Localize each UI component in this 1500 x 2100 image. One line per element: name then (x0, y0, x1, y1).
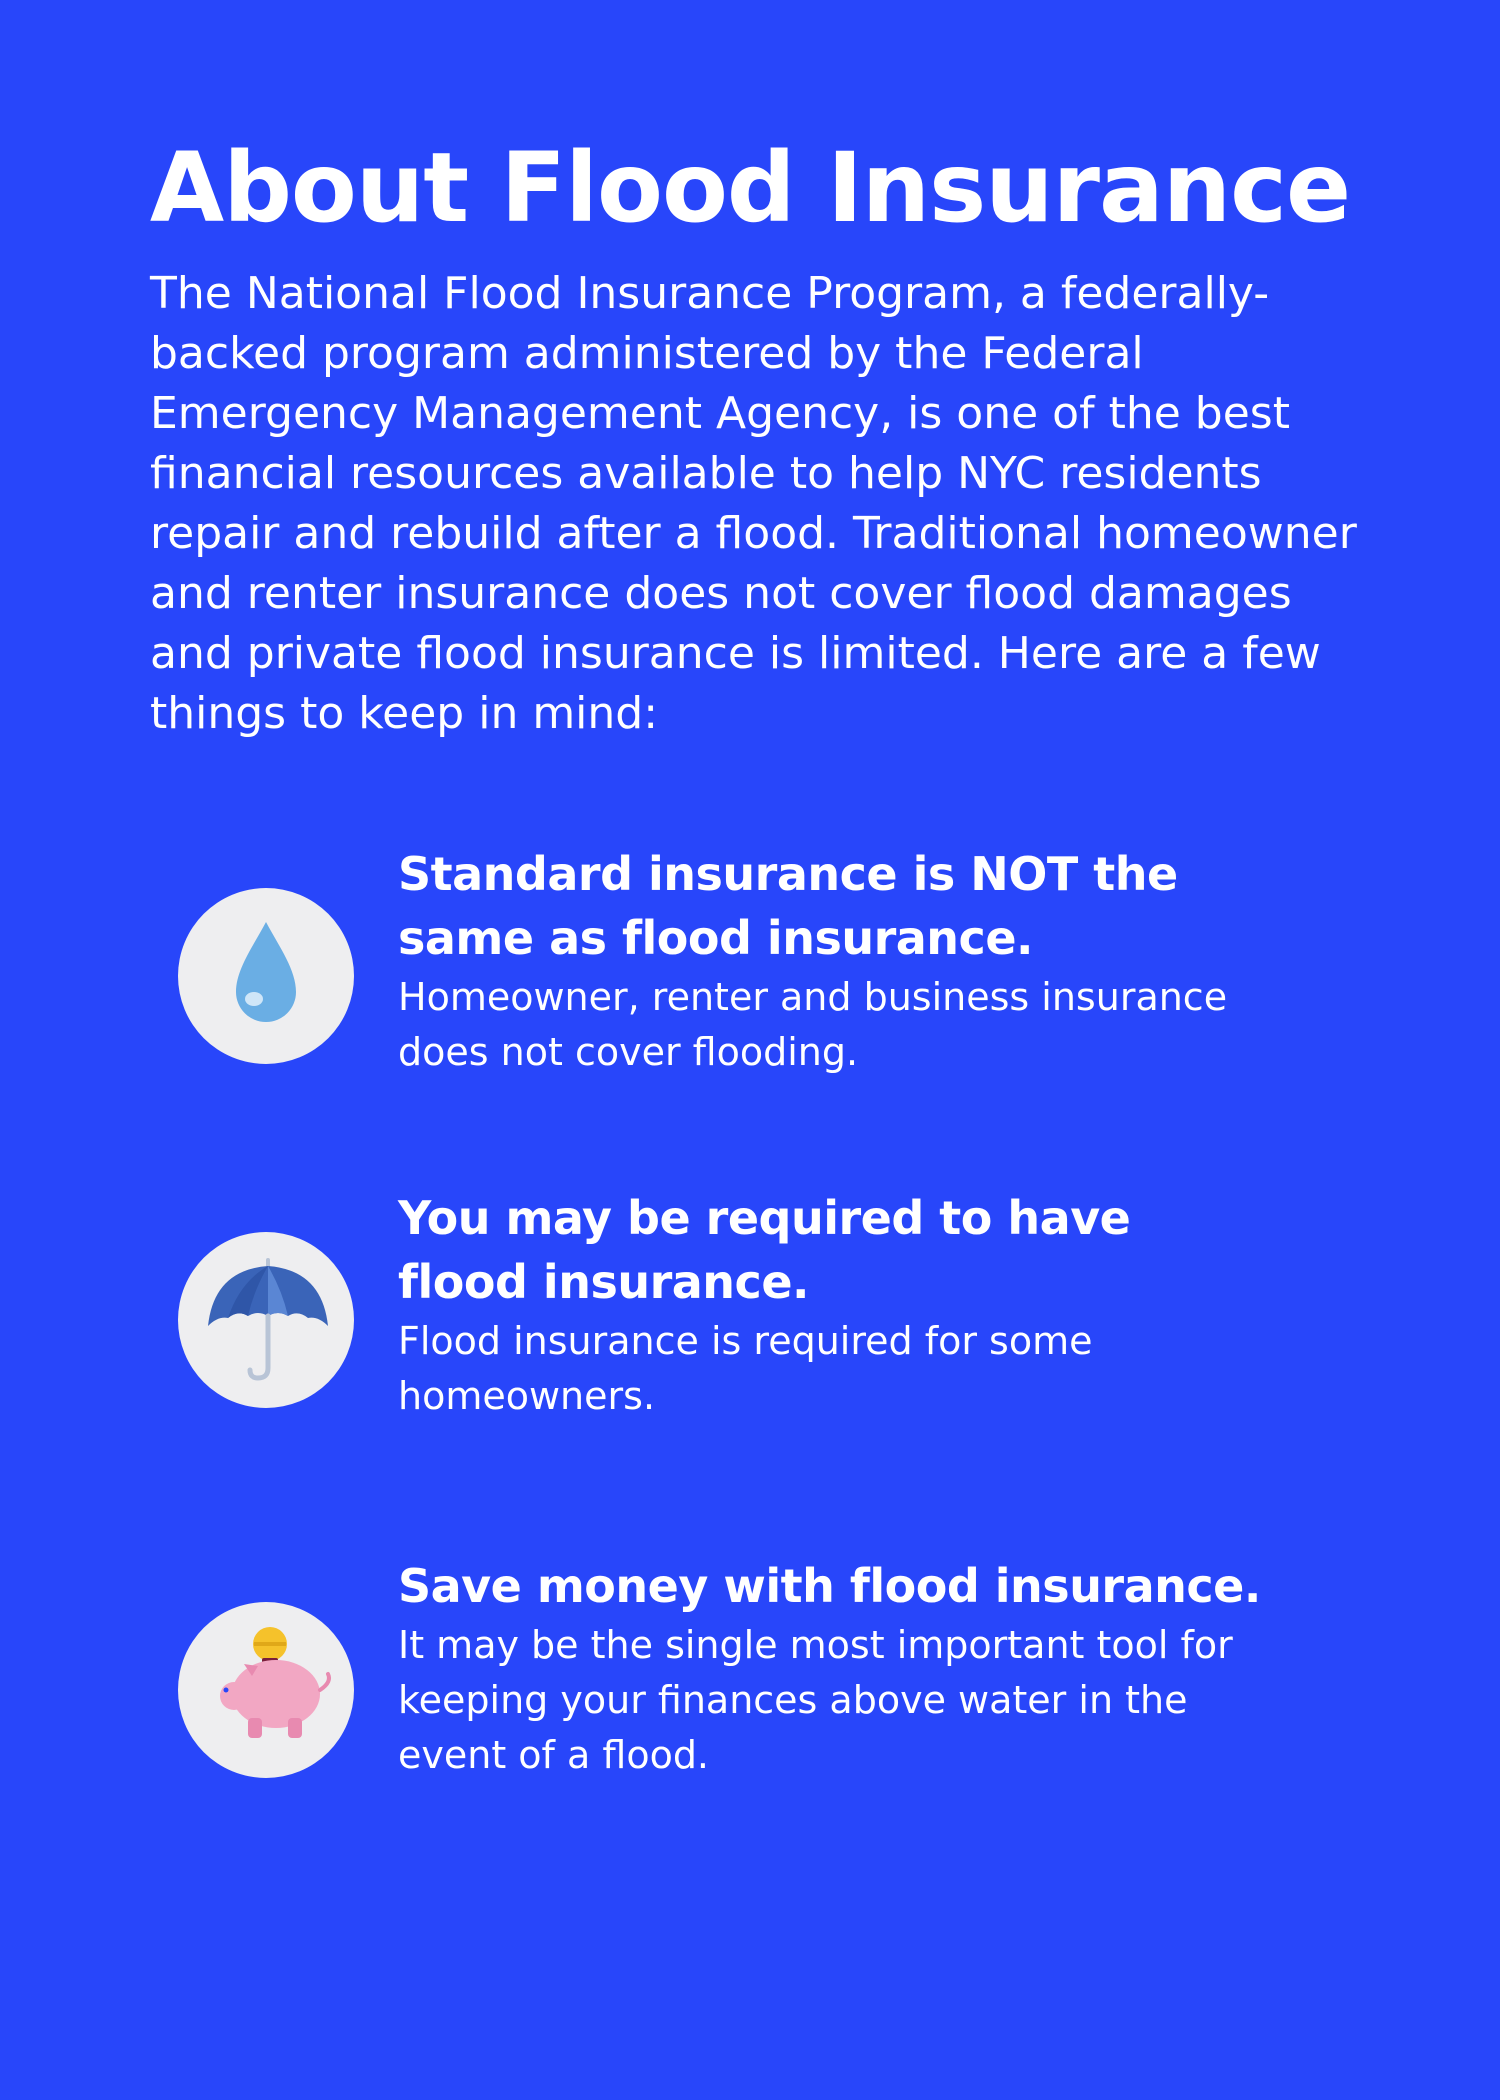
item-description-line: event of a flood. (398, 1733, 710, 1777)
item-text (398, 1554, 1398, 1783)
water-drop-graphic (178, 888, 354, 1064)
item-description (398, 1618, 1398, 1783)
item-heading-line: You may be required to have (398, 1191, 1131, 1245)
item-heading-line: flood insurance. (398, 1255, 809, 1309)
item-description-line: does not cover flooding. (398, 1030, 859, 1074)
item-description-line: homeowners. (398, 1374, 656, 1418)
item-heading (398, 842, 1398, 970)
item-description-line: Flood insurance is required for some (398, 1319, 1093, 1363)
item-heading (398, 1554, 1398, 1618)
piggy-bank-graphic (178, 1602, 354, 1778)
item-heading-line: Standard insurance is NOT the (398, 847, 1178, 901)
item-description-line: It may be the single most important tool for (398, 1623, 1233, 1667)
item-text (398, 842, 1398, 1080)
item-description (398, 1314, 1398, 1424)
umbrella-icon (178, 1232, 354, 1408)
intro-paragraph: The National Flood Insurance Program, a federally-backed program administered by the Federal Emergency Management Agency, is one of the best financial resources available to help NYC residents repair and rebuild after a flood. Traditional homeowner and renter insurance does not cover flood damages and private flood insurance is limited. Here are a few things to keep in mind: (150, 268, 1357, 739)
item-heading (398, 1186, 1398, 1314)
page-title: About Flood Insurance (149, 132, 1351, 244)
water-drop-icon (178, 888, 354, 1064)
item-description-line: keeping your finances above water in the (398, 1678, 1188, 1722)
item-description-line: Homeowner, renter and business insurance (398, 975, 1228, 1019)
item-description (398, 970, 1398, 1080)
item-heading-line: same as flood insurance. (398, 911, 1033, 965)
umbrella-graphic (178, 1232, 354, 1408)
item-heading-line: Save money with flood insurance. (398, 1559, 1261, 1613)
piggy-bank-icon (178, 1602, 354, 1778)
item-text (398, 1186, 1398, 1424)
